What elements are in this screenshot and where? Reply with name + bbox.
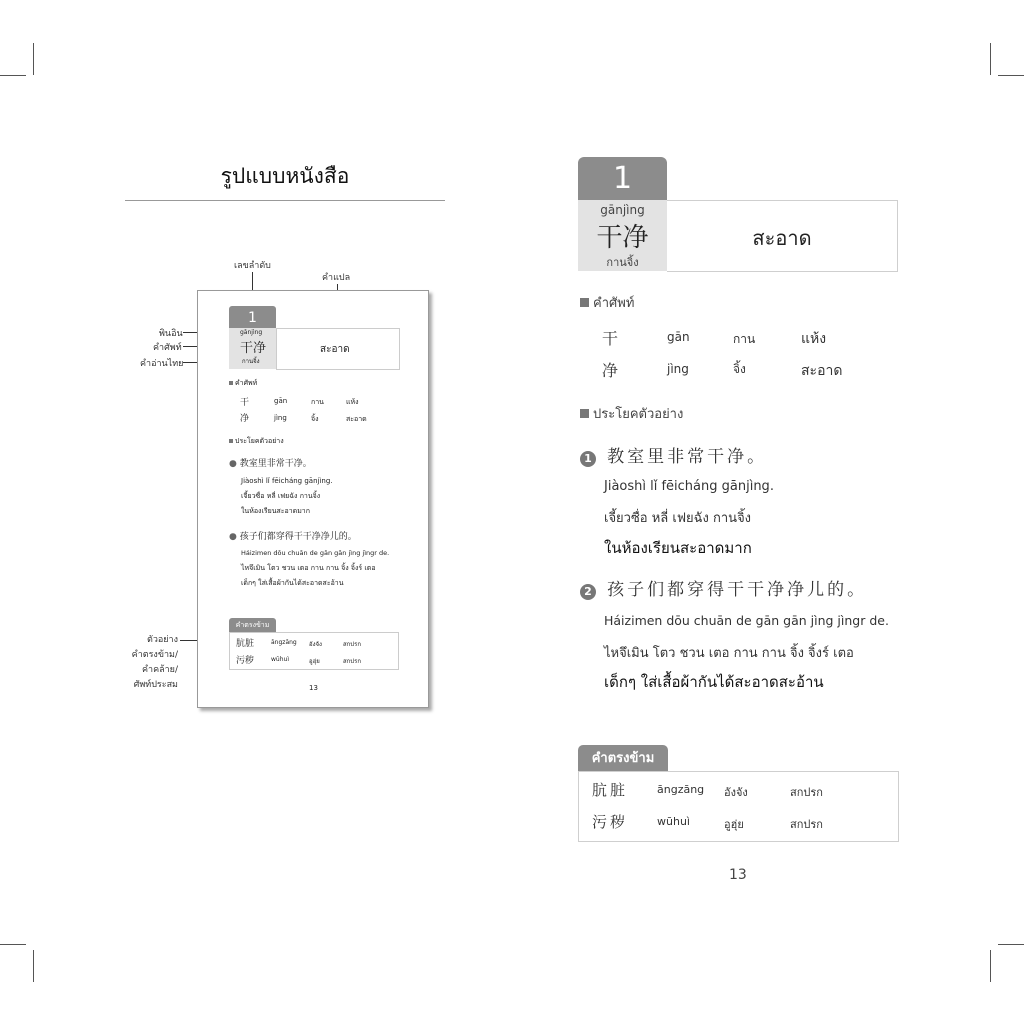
callout-translation: คำแปล [322, 273, 351, 283]
mini-example-pinyin: Háizimen dōu chuān de gān gān jìng jìngr de. [241, 549, 390, 557]
mini-vocab-reading: กาน [311, 398, 324, 406]
vocab-char: 干 [602, 329, 619, 348]
examples-heading [580, 403, 683, 424]
mini-vocab-char: 净 [240, 414, 250, 424]
callout-example-line: ตัวอย่าง [146, 635, 178, 645]
crop-mark [998, 75, 1024, 76]
crop-mark [0, 75, 26, 76]
antonym-hanzi: 肮脏 [592, 781, 629, 799]
crop-mark [33, 43, 34, 75]
mini-vocab-meaning: สะอาด [346, 415, 367, 423]
mini-page-number: 13 [309, 684, 318, 692]
antonym-label-tab: คำตรงข้าม [578, 745, 668, 771]
mini-antonym-pinyin: wūhuì [271, 656, 289, 663]
mini-vocab-char: 干 [240, 398, 250, 408]
vocab-reading: จิ้ง [733, 362, 746, 376]
example-chinese: 孩子们都穿得干干净净儿的。 [607, 580, 868, 600]
mini-example-chinese [229, 456, 312, 469]
example-thai: ในห้องเรียนสะอาดมาก [604, 539, 752, 557]
mini-vocab-meaning: แห้ง [346, 398, 359, 406]
mini-example-chinese [229, 529, 357, 542]
vocab-meaning: แห้ง [801, 331, 827, 347]
vocab-heading [580, 292, 634, 313]
mini-example-chinese-text: 教室里非常干净。 [239, 459, 312, 469]
mini-example-thai: ในห้องเรียนสะอาดมาก [241, 507, 310, 515]
antonym-hanzi: 污秽 [592, 813, 629, 831]
vocab-pinyin: gān [667, 330, 690, 344]
mini-example-chinese-text: 孩子们都穿得干干净净儿的。 [239, 532, 357, 542]
section-square-icon [580, 298, 589, 307]
entry-thai-reading: กานจิ้ง [606, 256, 639, 269]
mini-antonym-meaning: สกปรก [343, 641, 361, 648]
vocab-heading-label: คำศัพท์ [593, 296, 635, 311]
crop-mark [990, 43, 991, 75]
callout-pinyin: พินอิน [159, 329, 183, 339]
mini-example-marker: ● [229, 532, 237, 542]
callout-example-line: คำคล้าย/ [142, 665, 178, 675]
entry-pinyin: gānjìng [600, 203, 645, 217]
crop-mark [0, 944, 26, 945]
mini-meaning: สะอาด [320, 344, 350, 355]
example-pinyin: Háizimen dōu chuān de gān gān jìng jìngr de. [604, 613, 889, 628]
antonym-meaning: สกปรก [790, 786, 823, 799]
section-square-icon [580, 409, 589, 418]
mini-antonym-reading: อูฮุ่ย [309, 658, 320, 665]
examples-heading-label: ประโยคตัวอย่าง [593, 407, 684, 422]
callout-vocab: คำศัพท์ [153, 343, 182, 353]
mini-antonym-label: คำตรงข้าม [229, 618, 276, 632]
example-chinese: 教室里非常干净。 [607, 447, 768, 467]
mini-thai-reading: กานจิ้ง [242, 358, 260, 365]
crop-mark [998, 944, 1024, 945]
mini-vocab-heading [229, 378, 257, 389]
mini-example-reading: ไหจึเมิน โตว ชวน เตอ กาน กาน จิ้ง จิ้งร์ เตอ [241, 564, 376, 572]
mini-vocab-pinyin: jìng [274, 414, 287, 422]
mini-vocab-heading-label: คำศัพท์ [235, 379, 258, 387]
mini-examples-heading [229, 436, 284, 447]
mini-antonym-hanzi: 肮脏 [236, 639, 255, 649]
example-thai: เด็กๆ ใส่เสื้อผ้ากันได้สะอาดสะอ้าน [604, 673, 824, 691]
mini-example-thai: เด็กๆ ใส่เสื้อผ้ากันได้สะอาดสะอ้าน [241, 579, 344, 587]
antonym-reading: อูฮุ่ย [724, 818, 744, 831]
mini-antonym-hanzi: 污秽 [236, 656, 255, 666]
example-pinyin: Jiàoshì lǐ fēicháng gānjìng. [604, 479, 774, 494]
crop-mark [990, 950, 991, 982]
entry-hanzi: 干净 [596, 223, 649, 253]
mini-entry-number: 1 [229, 306, 276, 328]
mini-example-pinyin: Jiàoshì lǐ fēicháng gānjìng. [241, 477, 333, 485]
antonym-pinyin: wūhuì [657, 815, 690, 828]
example-reading: ไหจึเมิน โตว ชวน เตอ กาน กาน จิ้ง จิ้งร์ เตอ [604, 646, 854, 661]
mini-example-marker: ● [229, 459, 237, 469]
mini-vocab-reading: จิ้ง [311, 415, 319, 423]
callout-example [130, 633, 178, 693]
page-title: รูปแบบหนังสือ [220, 164, 350, 188]
entry-number-tab: 1 [578, 157, 667, 200]
mini-antonym-pinyin: āngzāng [271, 639, 297, 646]
numbered-circle-icon: 1 [580, 451, 596, 467]
mini-example-reading: เจี้ยวซื่อ หลี่ เฟยฉัง กานจิ้ง [241, 492, 321, 500]
numbered-circle-icon: 2 [580, 584, 596, 600]
example-reading: เจี้ยวซื่อ หลี่ เฟยฉัง กานจิ้ง [604, 511, 752, 526]
crop-mark [33, 950, 34, 982]
callout-thai-reading: คำอ่านไทย [140, 359, 184, 369]
sample-page-thumbnail [197, 290, 429, 708]
entry-meaning: สะอาด [752, 226, 812, 250]
mini-antonym-reading: อังจัง [309, 641, 322, 648]
antonym-reading: อังจัง [724, 786, 748, 799]
mini-vocab-pinyin: gān [274, 397, 288, 405]
example-sentence [580, 442, 767, 467]
mini-antonym-meaning: สกปรก [343, 658, 361, 665]
mini-examples-heading-label: ประโยคตัวอย่าง [235, 437, 284, 445]
mini-hanzi: 干净 [240, 341, 267, 356]
vocab-pinyin: jìng [667, 362, 689, 376]
title-divider [125, 200, 445, 201]
antonym-pinyin: āngzāng [657, 783, 705, 796]
antonym-meaning: สกปรก [790, 818, 823, 831]
callout-example-line: ศัพท์ประสม [133, 680, 178, 690]
example-sentence [580, 575, 867, 600]
vocab-reading: กาน [733, 332, 756, 346]
vocab-char: 净 [602, 361, 619, 380]
mini-pinyin: gānjìng [240, 329, 263, 336]
vocab-meaning: สะอาด [801, 363, 843, 379]
page-number: 13 [729, 867, 747, 883]
callout-example-line: คำตรงข้าม/ [131, 650, 178, 660]
callout-sequence: เลขลำดับ [234, 261, 271, 271]
